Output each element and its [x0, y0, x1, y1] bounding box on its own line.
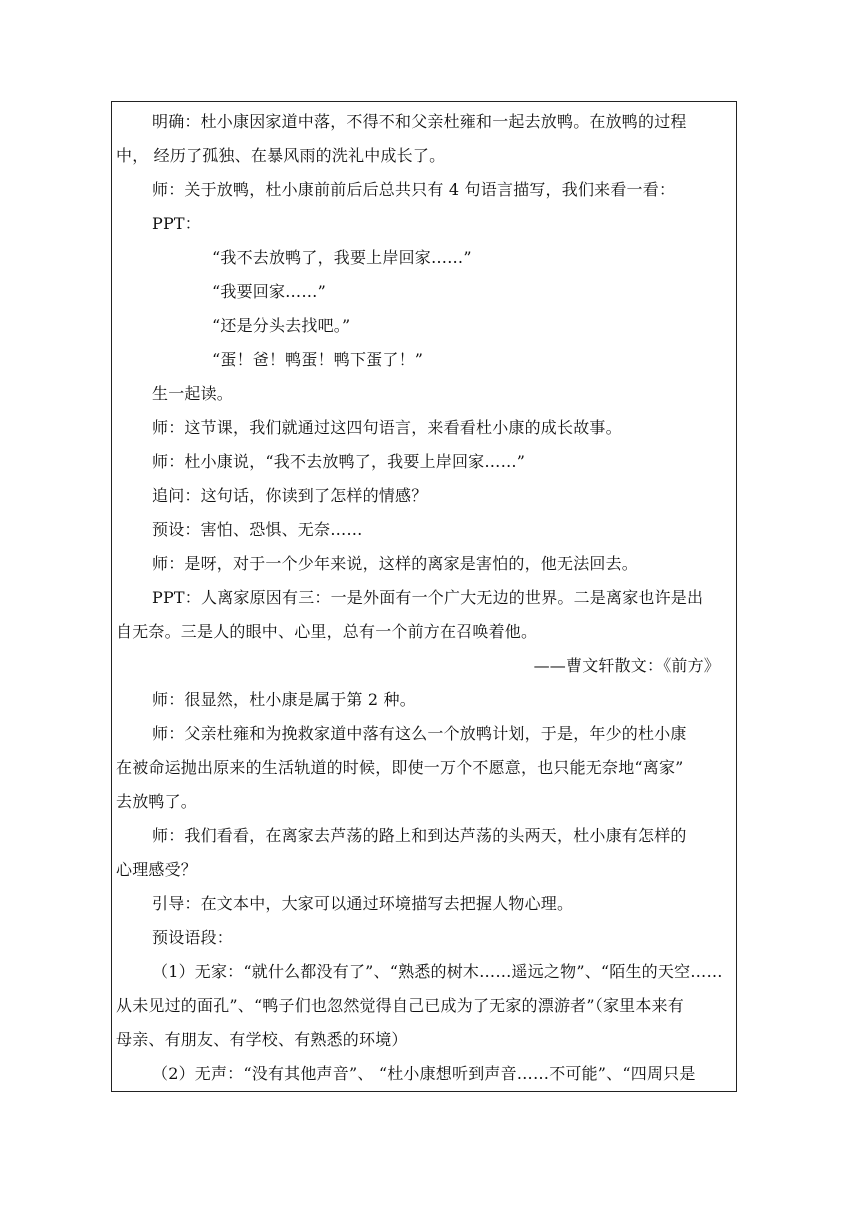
paragraph-line: 去放鸭了。 [116, 792, 198, 811]
quote-line: “我要回家……” [212, 282, 326, 301]
paragraph-line: 师：是呀，对于一个少年来说，这样的离家是害怕的，他无法回去。 [152, 554, 639, 573]
paragraph-line: 明确：杜小康因家道中落，不得不和父亲杜雍和一起去放鸭。在放鸭的过程 [152, 112, 687, 131]
paragraph-line: 师：很显然，杜小康是属于第 2 种。 [152, 690, 416, 709]
quote-line: “蛋！爸！鸭蛋！鸭下蛋了！” [212, 350, 424, 369]
paragraph-line: 师：关于放鸭，杜小康前前后后总共只有 4 句语言描写，我们来看一看： [152, 180, 676, 199]
paragraph-line: 母亲、有朋友、有学校、有熟悉的环境） [116, 1030, 408, 1049]
paragraph-line: 自无奈。三是人的眼中、心里，总有一个前方在召唤着他。 [116, 622, 538, 641]
paragraph-line: 引导：在文本中，大家可以通过环境描写去把握人物心理。 [152, 894, 574, 913]
paragraph-line: PPT：人离家原因有三：一是外面有一个广大无边的世界。二是离家也许是出 [152, 588, 704, 607]
paragraph-line: （1）无家：“就什么都没有了”、“熟悉的树木……遥远之物”、“陌生的天空…… [152, 962, 723, 981]
paragraph-line: 预设：害怕、恐惧、无奈…… [152, 520, 363, 539]
paragraph-line: 从未见过的面孔”、“鸭子们也忽然觉得自己已成为了无家的漂游者”（家里本来有 [116, 996, 684, 1015]
paragraph-line: 追问：这句话，你读到了怎样的情感？ [152, 486, 428, 505]
paragraph-line: 在被命运抛出原来的生活轨道的时候，即使一万个不愿意，也只能无奈地“离家” [116, 758, 684, 777]
paragraph-line: 心理感受？ [116, 860, 198, 879]
paragraph-line: 预设语段： [152, 928, 234, 947]
paragraph-line: （2）无声：“没有其他声音”、 “杜小康想听到声音……不可能”、“四周只是 [152, 1064, 696, 1083]
paragraph-line: 师：杜小康说，“我不去放鸭了，我要上岸回家……” [152, 452, 526, 471]
paragraph-line: 师：父亲杜雍和为挽救家道中落有这么一个放鸭计划，于是，年少的杜小康 [152, 724, 687, 743]
paragraph-line: 师：我们看看，在离家去芦荡的路上和到达芦荡的头两天，杜小康有怎样的 [152, 826, 687, 845]
quote-line: “还是分头去找吧。” [212, 316, 351, 335]
quote-line: “我不去放鸭了，我要上岸回家……” [212, 248, 472, 267]
paragraph-line: 中， 经历了孤独、在暴风雨的洗礼中成长了。 [116, 146, 446, 165]
paragraph-line: PPT： [152, 214, 202, 233]
citation-line: ——曹文轩散文：《前方》 [533, 656, 720, 675]
paragraph-line: 生一起读。 [152, 384, 234, 403]
paragraph-line: 师：这节课，我们就通过这四句语言，来看看杜小康的成长故事。 [152, 418, 622, 437]
